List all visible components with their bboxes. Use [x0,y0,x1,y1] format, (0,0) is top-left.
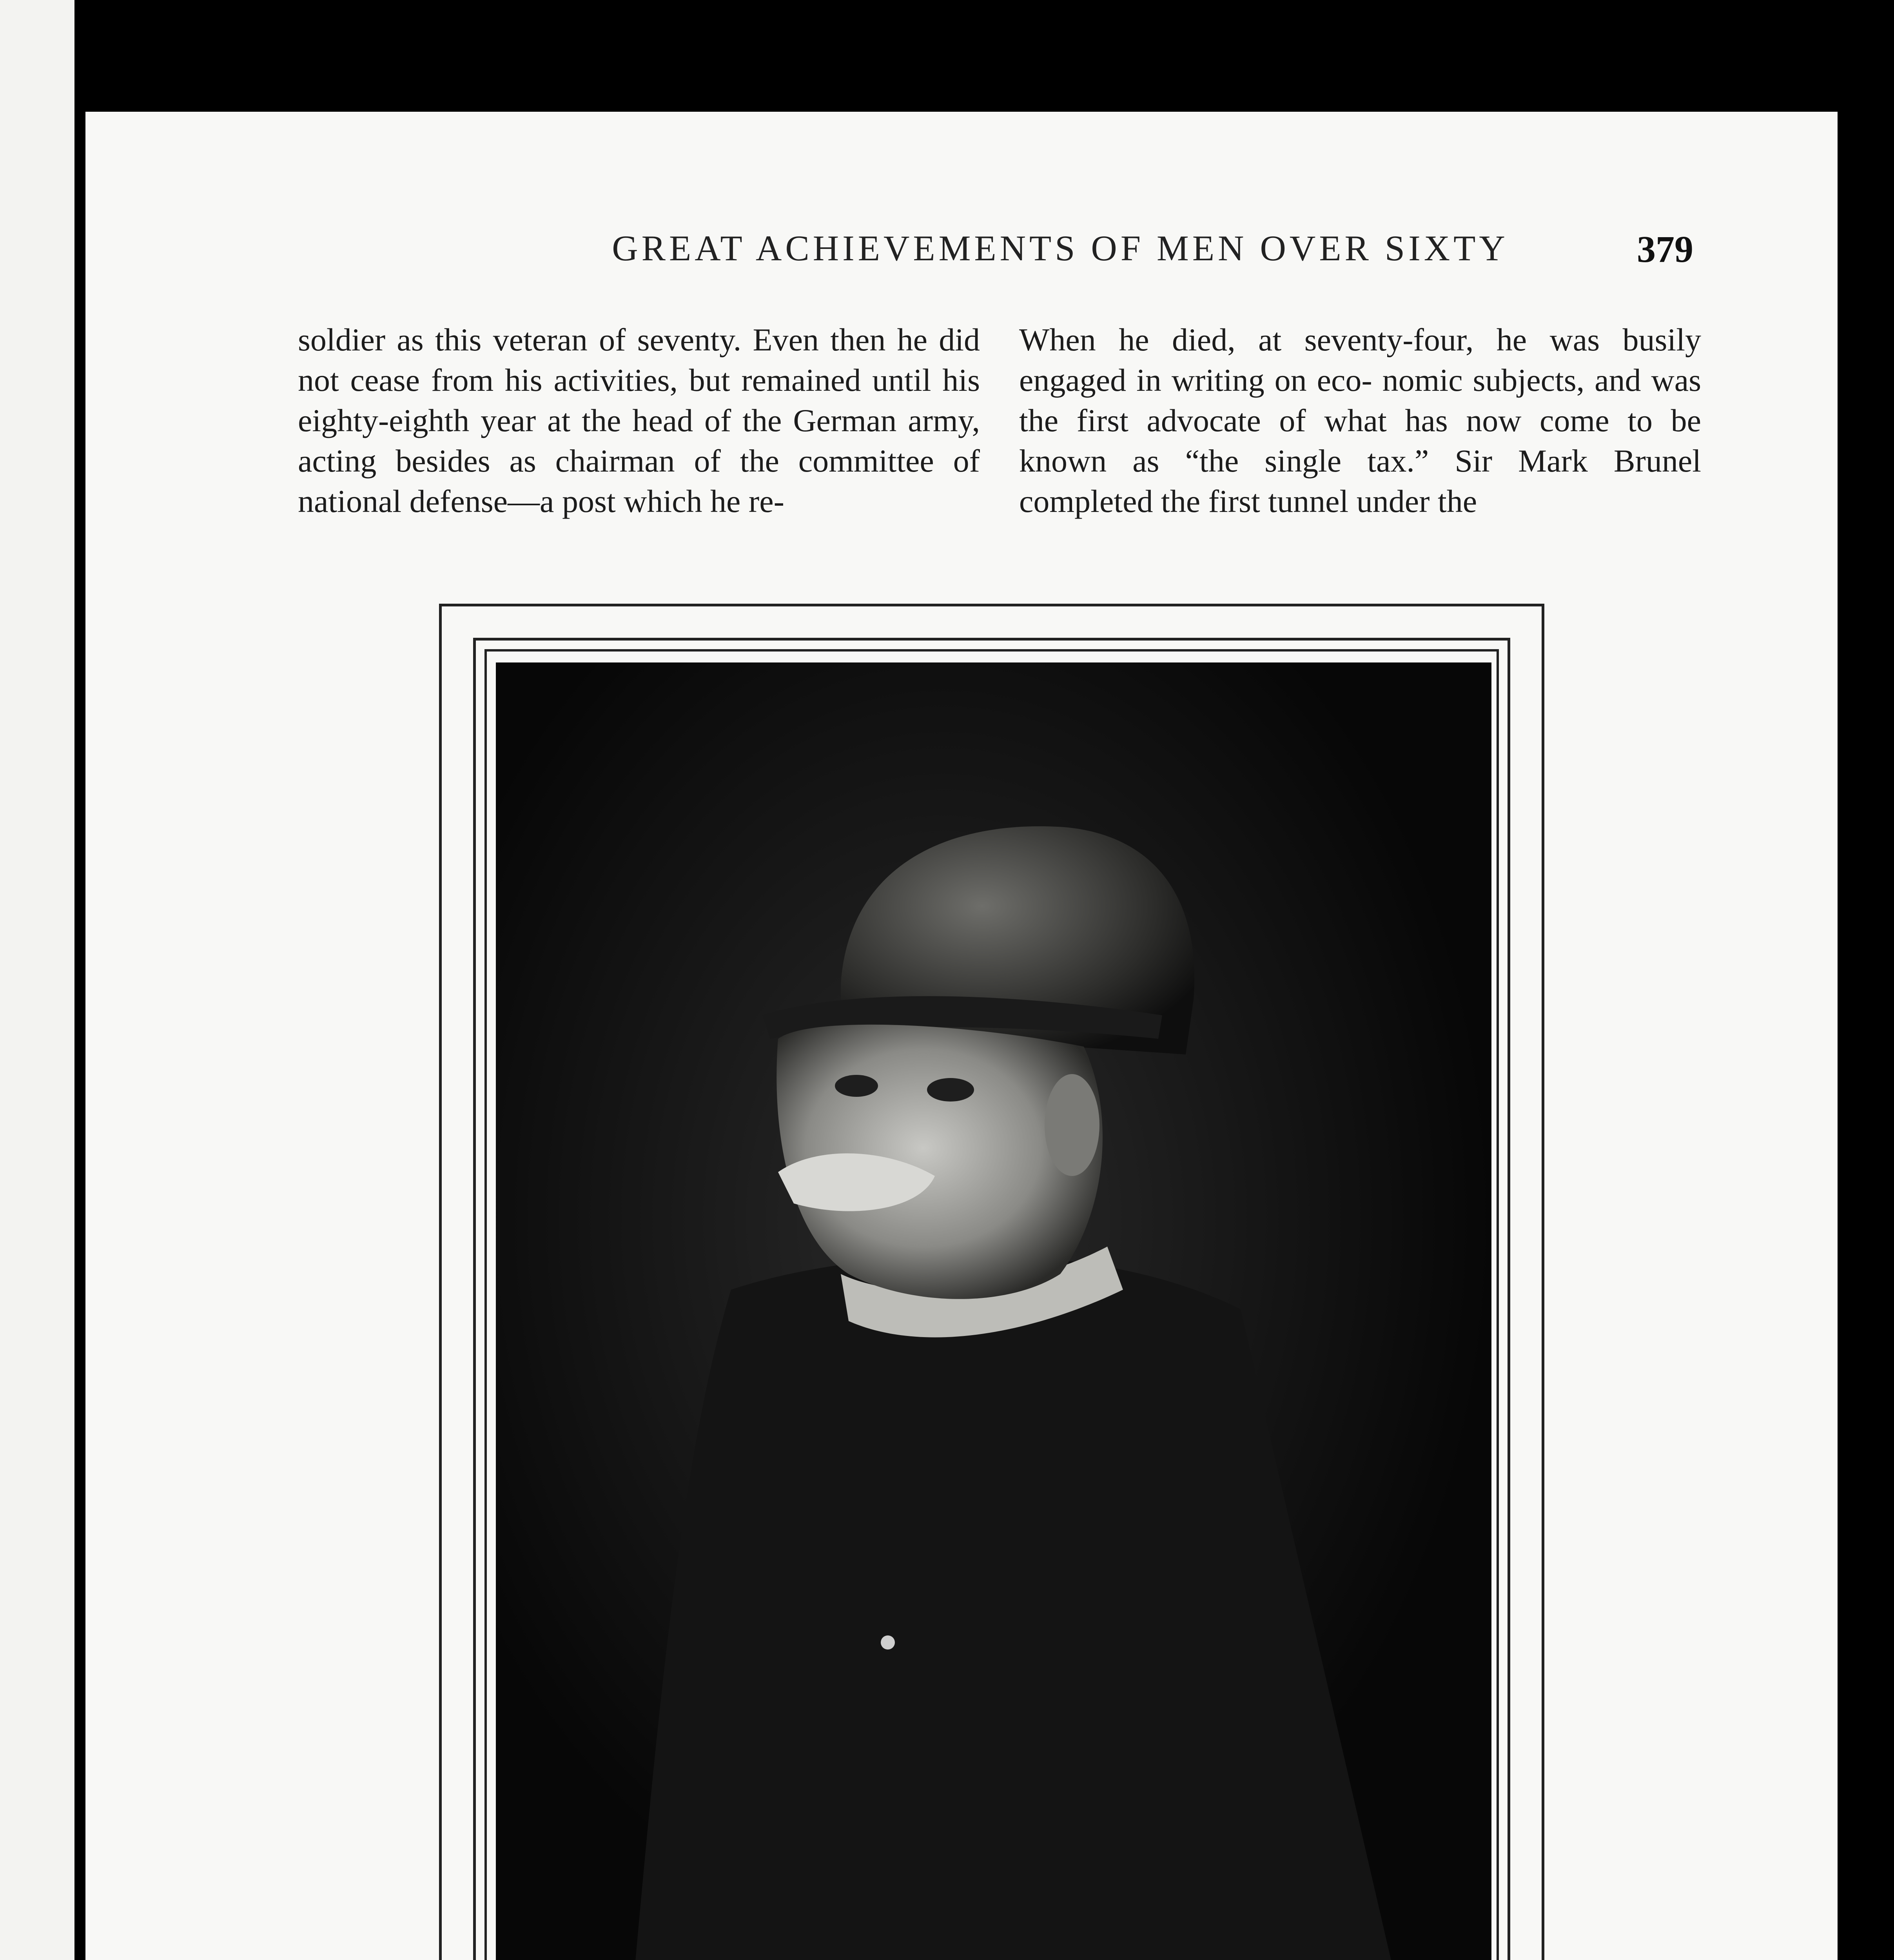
page-number: 379 [1637,228,1693,270]
page-right-edge [1838,112,1894,1960]
paragraph: When he died, at seventy-four, he was busily engaged in writing on eco- nomic subjects, and was the first advocate of what has now come to be known as “the single tax.” Sir Mark Brunel completed the first tunnel under the [1019,322,1701,519]
running-title: GREAT ACHIEVEMENTS OF MEN OVER SIXTY [612,228,1509,268]
portrait-photograph [496,662,1491,1960]
left-page-sliver [0,0,74,1960]
paragraph: soldier as this veteran of seventy. Even then he did not cease from his activities, but remained until his eighty-eighth year at the head of the German army, acting besides as chairman of the committee of national defense—a post which he re- [298,322,980,519]
text-column-top-right [1019,319,1701,521]
text-column-top-left [298,319,980,521]
portrait-image [496,662,1491,1960]
page-gutter [74,0,85,1960]
